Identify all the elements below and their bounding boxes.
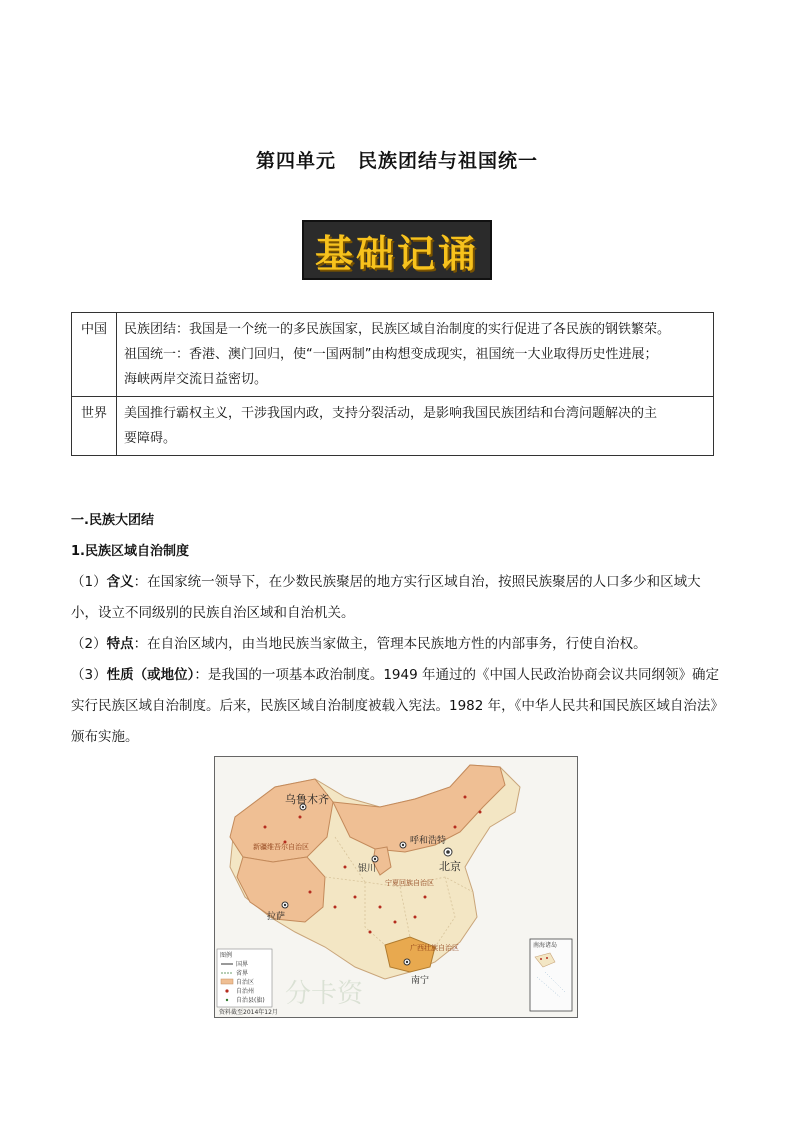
row-line: 美国推行霸权主义，干涉我国内政，支持分裂活动，是影响我国民族团结和台湾问题解决的主	[124, 406, 658, 421]
item-number: （1）	[71, 574, 107, 590]
row-label: 世界	[72, 397, 117, 456]
label-ningxia: 宁夏回族自治区	[385, 879, 434, 887]
label-guangxi: 广西壮族自治区	[410, 944, 459, 952]
row-label: 中国	[72, 313, 117, 397]
item-label: 性质（或地位）	[106, 667, 195, 683]
title-topic: 民族团结与祖国统一	[358, 150, 539, 172]
section-heading: 一.民族大团结	[71, 513, 154, 528]
item-nature	[71, 660, 727, 753]
row-line: 海峡两岸交流日益密切。	[124, 372, 268, 387]
legend-item: 国界	[236, 961, 249, 968]
row-line: 要障碍。	[124, 431, 177, 446]
legend-item: 省界	[236, 970, 249, 977]
row-line: 祖国统一：香港、澳门回归，使“一国两制”由构想变成现实，祖国统一大业取得历史性进展；	[124, 347, 658, 362]
label-beijing: 北京	[439, 860, 461, 873]
legend-item: 自治县(旗)	[236, 997, 265, 1004]
item-number: （2）	[71, 636, 107, 652]
map-svg	[215, 757, 577, 1017]
label-hohhot: 呼和浩特	[410, 836, 447, 846]
watermark: 分卡资	[285, 979, 364, 1009]
row-content	[117, 397, 714, 456]
row-line: 民族团结：我国是一个统一的多民族国家，民族区域自治制度的实行促进了各民族的钢铁繁荣。	[124, 322, 671, 337]
item-label: 特点	[106, 636, 134, 652]
item-colon: ：	[194, 667, 208, 683]
label-lhasa: 拉萨	[267, 912, 286, 922]
item-label: 含义	[106, 574, 134, 590]
item-colon: ：	[133, 636, 148, 652]
inset-label: 南海诸岛	[533, 942, 558, 949]
item-feature	[71, 629, 727, 660]
main-content	[71, 505, 727, 753]
title-unit: 第四单元	[255, 150, 336, 172]
row-content	[117, 313, 714, 397]
section-badge	[302, 220, 492, 280]
label-xinjiang: 新疆维吾尔自治区	[253, 843, 309, 851]
table-row	[72, 313, 714, 397]
legend-item: 自治区	[236, 979, 255, 986]
badge-label: 基础记诵	[314, 231, 479, 276]
label-urumqi: 乌鲁木齐	[285, 793, 329, 806]
autonomous-regions-map	[214, 756, 578, 1018]
item-number: （3）	[71, 667, 107, 683]
item-meaning	[71, 567, 727, 629]
legend-title: 图例	[220, 952, 233, 959]
label-nanning: 南宁	[411, 976, 430, 986]
item-colon: ：	[133, 574, 148, 590]
page-title	[0, 146, 794, 173]
map-source: 资料截至2014年12月	[219, 1009, 278, 1016]
summary-table	[71, 312, 714, 456]
inset-frame	[530, 939, 572, 1011]
item-text: 在自治区域内，由当地民族当家做主，管理本民族地方性的内部事务，行使自治权。	[147, 636, 647, 652]
item-text: 是我国的一项基本政治制度。1949 年通过的《中国人民政治协商会议共同纲领》确定实行民族区域自治制度。后来，民族区域自治制度被载入宪法。1982 年，《中华人民共和国民族区域自治法》颁布实施。	[71, 667, 724, 745]
item-text: 在国家统一领导下，在少数民族聚居的地方实行区域自治，按照民族聚居的人口多少和区域大小，设立不同级别的民族自治区域和自治机关。	[71, 574, 701, 621]
legend-item: 自治州	[236, 988, 255, 995]
label-yinchuan: 银川	[358, 864, 377, 874]
subsection-heading: 1.民族区域自治制度	[71, 544, 189, 559]
table-row	[72, 397, 714, 456]
